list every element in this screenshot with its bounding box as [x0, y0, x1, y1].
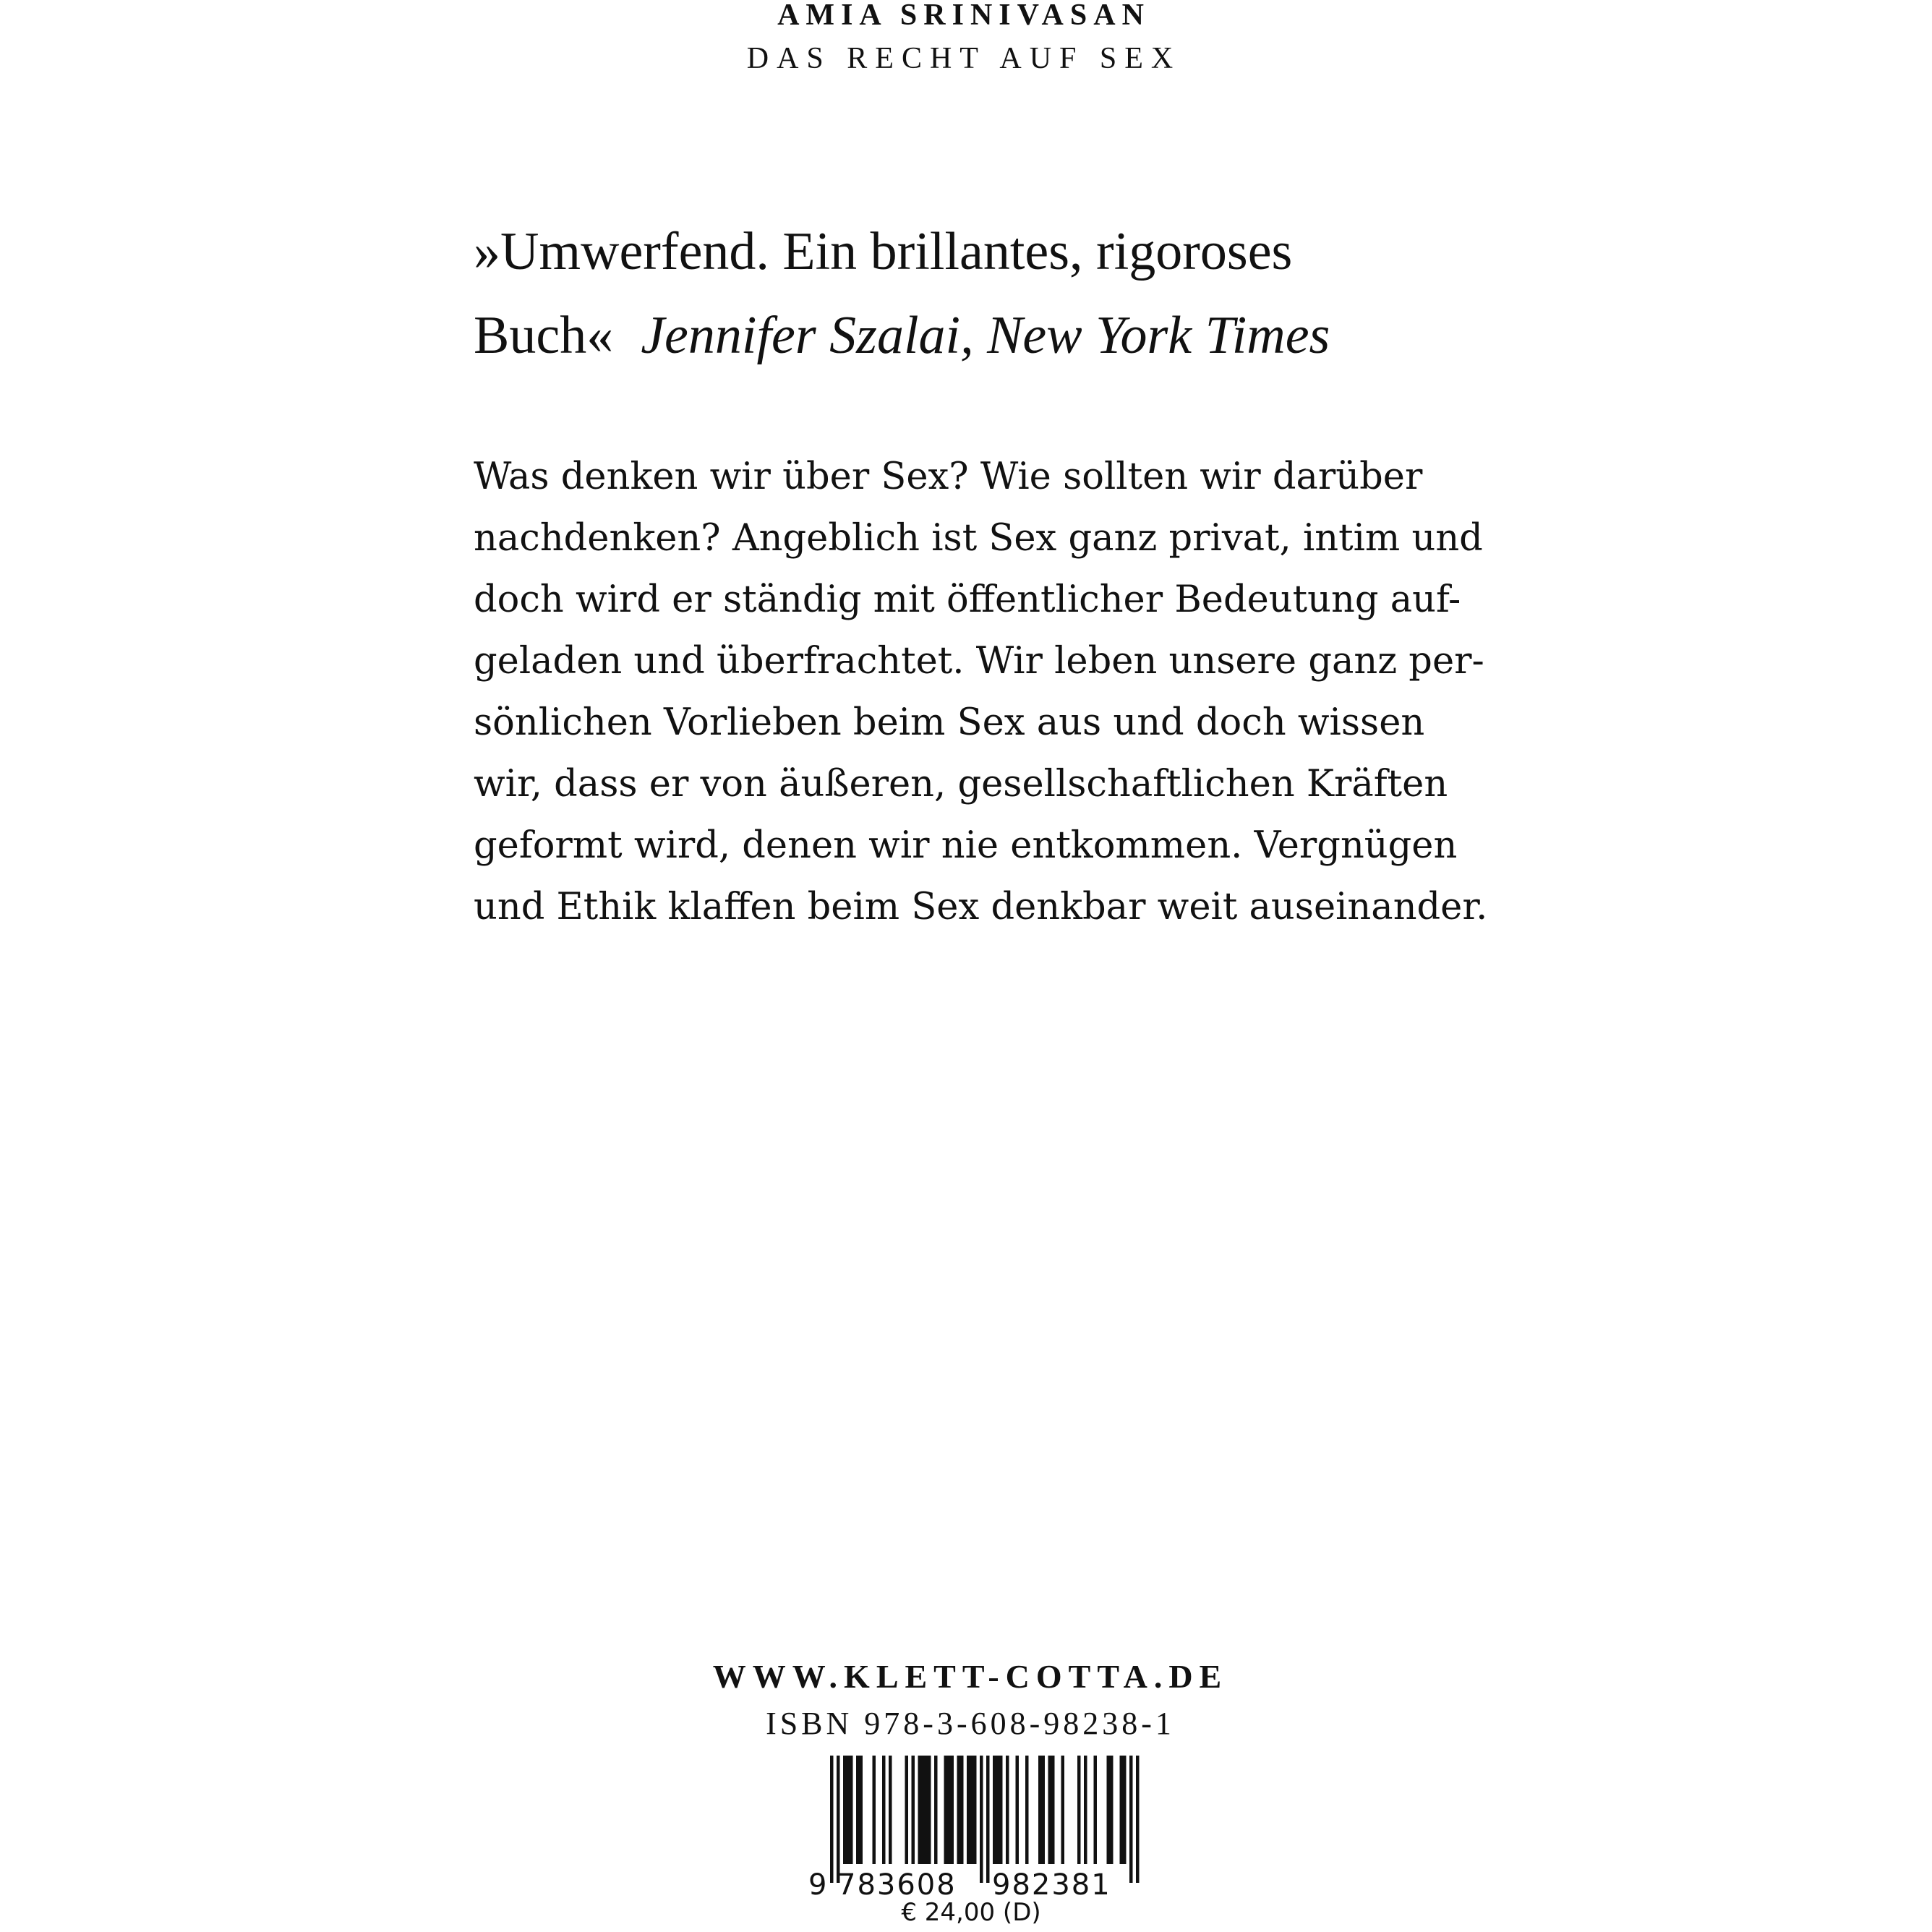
isbn-number: ISBN 978-3-608-98238-1	[766, 1706, 1175, 1741]
quote-text: »Umwerfend. Ein brillantes, rigoroses Buch«	[474, 222, 1293, 365]
barcode-bar	[925, 1756, 928, 1864]
barcode-bar	[918, 1756, 922, 1864]
barcode-bar	[1061, 1756, 1065, 1864]
barcode-guard-bar	[830, 1756, 834, 1883]
blurb-line: und Ethik klaffen beim Sex denkbar weit auseinander.	[474, 886, 1488, 928]
barcode-first-digit: 9	[808, 1868, 827, 1899]
barcode-bar	[1025, 1756, 1029, 1864]
barcode-bar	[996, 1756, 1000, 1864]
book-title: DAS RECHT AUF SEX	[746, 42, 1181, 75]
barcode-bar	[860, 1756, 863, 1864]
blurb-line: Was denken wir über Sex? Wie sollten wir darüber	[474, 456, 1423, 498]
barcode-bar	[1077, 1756, 1081, 1864]
barcode-bars	[830, 1756, 1140, 1883]
barcode-left-digits: 783608	[837, 1868, 957, 1899]
blurb-line: sönlichen Vorlieben beim Sex aus und doch wissen	[474, 701, 1425, 744]
barcode-bar	[850, 1756, 853, 1864]
author-name: AMIA SRINIVASAN	[777, 0, 1150, 32]
barcode-bar	[1038, 1756, 1042, 1864]
barcode-bar	[912, 1756, 915, 1864]
barcode-bar	[947, 1756, 951, 1864]
barcode-bar	[944, 1756, 948, 1864]
barcode-bar	[1094, 1756, 1098, 1864]
blurb-line: geformt wird, denen wir nie entkommen. Vergnügen	[474, 824, 1458, 867]
barcode-bar	[1051, 1756, 1055, 1864]
barcode-bar	[1042, 1756, 1046, 1864]
blurb-line: geladen und überfrachtet. Wir leben unsere ganz per-	[474, 640, 1484, 683]
barcode-bar	[928, 1756, 931, 1864]
barcode-bar	[1110, 1756, 1114, 1864]
barcode-bar	[1123, 1756, 1127, 1864]
barcode-right-digits: 982381	[992, 1868, 1111, 1899]
barcode-bar	[1006, 1756, 1009, 1864]
quote-source: Jennifer Szalai, New York Times	[641, 306, 1330, 365]
barcode-bar	[882, 1756, 886, 1864]
barcode-bar	[921, 1756, 925, 1864]
press-quote	[474, 210, 1486, 377]
barcode-guard-bar	[1136, 1756, 1140, 1883]
blurb-line: wir, dass er von äußeren, gesellschaftlichen Kräften	[474, 763, 1448, 805]
barcode-bar	[843, 1756, 847, 1864]
barcode-guard-bar	[980, 1756, 983, 1883]
barcode-bar	[960, 1756, 964, 1864]
barcode-bar	[1016, 1756, 1020, 1864]
blurb-line: doch wird er ständig mit öffentlicher Bedeutung auf-	[474, 578, 1461, 621]
barcode-bar	[967, 1756, 970, 1864]
barcode-bar	[1084, 1756, 1087, 1864]
barcode-bar	[905, 1756, 909, 1864]
ean-barcode	[803, 1756, 1164, 1899]
barcode-bar	[934, 1756, 938, 1864]
barcode-guard-bar	[986, 1756, 990, 1883]
barcode-bar	[993, 1756, 996, 1864]
barcode-bar	[1120, 1756, 1124, 1864]
blurb-text	[474, 446, 1500, 938]
barcode-bar	[957, 1756, 961, 1864]
publisher-website: WWW.KLETT-COTTA.DE	[712, 1658, 1228, 1695]
barcode-bar	[856, 1756, 860, 1864]
barcode-guard-bar	[1129, 1756, 1133, 1883]
barcode-bar	[889, 1756, 892, 1864]
barcode-bar	[1107, 1756, 1111, 1864]
barcode-bar	[973, 1756, 977, 1864]
barcode-bar	[847, 1756, 850, 1864]
blurb-line: nachdenken? Angeblich ist Sex ganz privat, intim und	[474, 517, 1483, 560]
barcode-bar	[1048, 1756, 1052, 1864]
barcode-bar	[873, 1756, 876, 1864]
barcode-bar	[999, 1756, 1003, 1864]
barcode-bar	[970, 1756, 974, 1864]
barcode-guard-bar	[837, 1756, 840, 1883]
price-label: € 24,00 (D)	[901, 1898, 1041, 1927]
barcode-bar	[951, 1756, 954, 1864]
